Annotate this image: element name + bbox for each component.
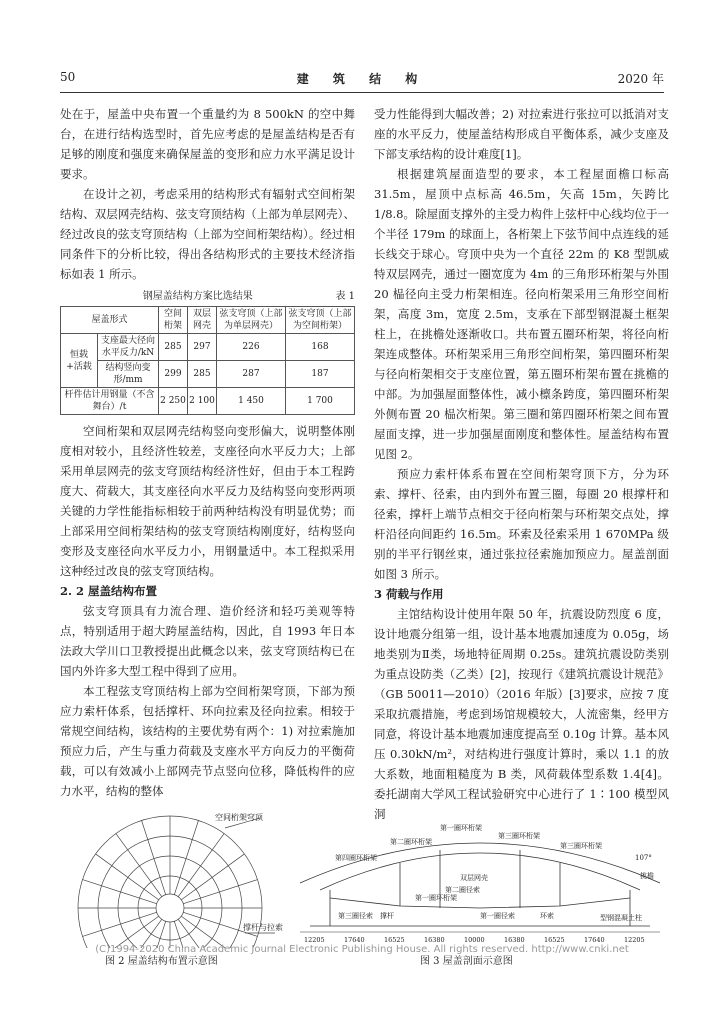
fig3-dimension: 12205 <box>624 936 645 944</box>
paragraph: 处在于，屋盖中央布置一个重量约为 8 500kN 的空中舞台，在进行结构选型时，首先应考虑的是屋盖结构是否有足够的刚度和强度来确保屋盖的变形和应力水平满足设计要求。 <box>60 107 355 181</box>
table-cell: 285 <box>159 334 188 361</box>
journal-title: 建 筑 结 构 <box>296 72 428 86</box>
table-cell: 297 <box>188 334 217 361</box>
fig3-label: 环索 <box>540 912 554 920</box>
fig2-label-top: 空间桁架穹顶 <box>215 813 263 822</box>
fig3-angle: 107° <box>635 854 652 862</box>
figure-3 <box>290 808 670 948</box>
table-cell: 1 700 <box>286 388 355 415</box>
roof-section-drawing <box>290 808 670 948</box>
journal-year: 2020 年 <box>617 72 664 86</box>
fig3-dimension: 16525 <box>384 936 405 944</box>
fig3-dimension: 10000 <box>464 936 485 944</box>
table-cell: 1 450 <box>217 388 286 415</box>
table-cell: 285 <box>188 361 217 388</box>
table-cell: 299 <box>159 361 188 388</box>
table-row-label: 杆件估计用钢量（不含舞台）/t <box>61 388 159 415</box>
paragraph: 受力性能得到大幅改善；2) 对拉索进行张拉可以抵消对支座的水平反力，使屋盖结构形成自平衡体系，减少支座及下部支承结构的设计难度[1]。 <box>374 107 669 161</box>
table-cell: 287 <box>217 361 286 388</box>
fig3-dimension: 16380 <box>504 936 525 944</box>
table-header-cell: 屋盖形式 <box>61 307 159 334</box>
table-cell: 2 100 <box>188 388 217 415</box>
page-number: 50 <box>60 70 76 84</box>
radial-truss-line <box>142 821 166 895</box>
paragraph: 主馆结构设计使用年限 50 年，抗震设防烈度 6 度，设计地震分组第一组，设计基本地震加速度为 0.05g，场地类别为Ⅱ类，场地特征周期 0.25s。建筑抗震设防类别为重点设防类（乙类）[2]，按现行《建筑抗震设计规范》（GB 50011—2010）（2016 年版）[3]要求，应按 7 度采取抗震措施，考虑到场馆规模较大，人流密集，经甲方同意，将设计基本地震加速度提高至 0.10g 计算。基本风压 0.30kN/m²，对结构进行强度计算时，乘以 1.1 的放大系数，地面粗糙度为 B 类，风荷载体型系数 1.4[4]。委托湖南大学风工程试验研究中心进行了 1∶100 模型风洞 <box>374 607 669 821</box>
paragraph: 空间桁架和双层网壳结构竖向变形偏大，说明整体刚度相对较小，且经济性较差，支座径向水平反力大；上部采用单层网壳的弦支穹顶结构经济性好，但由于本工程跨度大、荷载大，其支座径向水平反力及结构竖向变形两项关键的力学性能指标相较于前两种结构没有明显优势；而上部采用空间桁架结构的弦支穹顶结构刚度好，结构竖向变形及支座径向水平反力小，用钢量适中。本工程拟采用这种经过改良的弦支穹顶结构。 <box>60 424 355 578</box>
table-row <box>61 361 355 388</box>
comparison-table <box>60 306 355 415</box>
table-header-cell: 空间桁架 <box>159 307 188 334</box>
table-header-cell: 弦支穹顶（上部为空间桁架） <box>286 307 355 334</box>
fig3-label: 第四圈环桁架 <box>335 854 377 862</box>
figure-2 <box>75 808 305 948</box>
paragraph: 在设计之初，考虑采用的结构形式有辐射式空间桁架结构、双层网壳结构、弦支穹顶结构（上部为单层网壳）、经过改良的弦支穹顶结构（上部为空间桁架结构）。经过相同条件下的分析比较，得出各结构形式的主要技术经济指标如表 1 所示。 <box>60 187 355 281</box>
fig3-label: 第二圈径索 <box>445 886 480 894</box>
roof-plan-drawing <box>75 808 305 948</box>
table-title: 钢屋盖结构方案比选结果 <box>142 291 253 302</box>
table-cell: 187 <box>286 361 355 388</box>
table-label: 表 1 <box>335 291 355 302</box>
right-column <box>374 104 669 824</box>
fig3-label: 第一圈环桁架 <box>415 894 457 902</box>
table-caption <box>60 290 355 304</box>
figure-2-caption: 图 2 屋盖结构布置示意图 <box>105 956 218 967</box>
radial-truss-line <box>83 880 157 904</box>
table-header-cell: 双层网壳 <box>188 307 217 334</box>
radial-truss-line <box>174 821 198 895</box>
fig3-dimension: 17640 <box>344 936 365 944</box>
fig3-dimension: 16380 <box>424 936 445 944</box>
table-row-label: 结构竖向变形/mm <box>98 361 159 388</box>
section-heading: 3 荷载与作用 <box>374 587 444 601</box>
fig3-label: 第三圈径索 <box>338 912 373 920</box>
fig3-label: 第三圈环桁架 <box>498 832 540 840</box>
fig3-label: 撑杆 <box>380 912 394 920</box>
section-heading: 2. 2 屋盖结构布置 <box>60 584 158 598</box>
table-header-row <box>61 307 355 334</box>
fig3-dimension: 16525 <box>544 936 565 944</box>
table-cell: 2 250 <box>159 388 188 415</box>
table-row-label: 支座最大径向水平反力/kN <box>98 334 159 361</box>
paragraph: 弦支穹顶具有力流合理、造价经济和轻巧美观等特点，特别适用于超大跨屋盖结构，因此，自 1993 年日本法政大学川口卫教授提出此概念以来，弦支穹顶结构已在国内外许多大型工程中得到了应用。 <box>60 604 355 678</box>
header-rule <box>60 92 664 93</box>
radial-truss-line <box>83 912 157 936</box>
fig3-label: 第一圈环桁架 <box>440 824 482 832</box>
fig3-dimension: 12205 <box>304 936 325 944</box>
fig3-label: 第一圈径索 <box>480 912 515 920</box>
fig3-dimension: 17640 <box>584 936 605 944</box>
radial-truss-line <box>183 880 257 904</box>
paragraph: 预应力索杆体系布置在空间桁架穹顶下方，分为环索、撑杆、径索，由内到外布置三圈，每圈 20 根撑杆和径索，撑杆上端节点相交于径向桁架与环桁架交点处，撑杆沿径向间距约 16.5m。环索及径索采用 1 670MPa 级别的半平行钢丝束，通过张拉径索施加预应力。屋盖剖面如图 3 所示。 <box>374 467 669 581</box>
fig3-label: 第三圈环桁架 <box>560 842 602 850</box>
fig3-label: 型钢混凝土柱 <box>600 914 642 922</box>
table-header-cell: 弦支穹顶（上部为单层网壳） <box>217 307 286 334</box>
table-cell: 226 <box>217 334 286 361</box>
paragraph: 根据建筑屋面造型的要求，本工程屋面檐口标高 31.5m，屋顶中点标高 46.5m，矢高 15m，矢跨比 1/8.8。除屋面支撑外的主受力构件上弦杆中心线均位于一个半径 179m 的球面上，各桁架上下弦节间中点连线的延长线交于球心。穹顶中央为一个直径 22m 的 K8 型凯威特双层网壳，通过一圈宽度为 4m 的三角形环桁架与外围 20 榀径向主受力桁架相连。径向桁架采用三角形空间桁架，高度 3m，宽度 2.5m，支承在下部型钢混凝土框架柱上，在挑檐处逐渐收口。共布置五圈环桁架，将径向桁架连成整体。环桁架采用三角形空间桁架，第四圈环桁架与径向桁架相交于支座位置，第五圈环桁架布置在挑檐的中部。为加强屋面整体性，减小檩条跨度，第四圈环桁架外侧布置 20 榀次桁架。第三圈和第四圈环桁架之间布置屋面支撑，进一步加强屋面刚度和整体性。屋盖结构布置见图 2。 <box>374 167 669 461</box>
watermark: (C)1994-2020 China Academic Journal Electronic Publishing House. All rights reserved. http://www.cnki.net <box>95 944 629 955</box>
figure-3-caption: 图 3 屋盖剖面示意图 <box>420 956 513 967</box>
fig2-label-bottom: 撑杆与拉索 <box>243 923 283 932</box>
table-row <box>61 334 355 361</box>
table-cell: 168 <box>286 334 355 361</box>
fig3-label: 挑檐 <box>640 872 654 880</box>
page-header <box>60 70 664 90</box>
fig3-label: 双层网壳 <box>460 874 488 882</box>
table-group-cell: 恒载+活载 <box>61 334 98 388</box>
table-row <box>61 388 355 415</box>
paragraph: 本工程弦支穹顶结构上部为空间桁架穹顶，下部为预应力索杆体系，包括撑杆、环向拉索及径向拉索。相较于常规空间结构，该结构的主要优势有两个：1) 对拉索施加预应力后，产生与重力荷载及支座水平方向反力的平衡荷载，可以有效减小上部网壳节点竖向位移，降低构件的应力水平，结构的整体 <box>60 684 355 798</box>
fig3-label: 第二圈环桁架 <box>390 838 432 846</box>
left-column <box>60 104 355 801</box>
